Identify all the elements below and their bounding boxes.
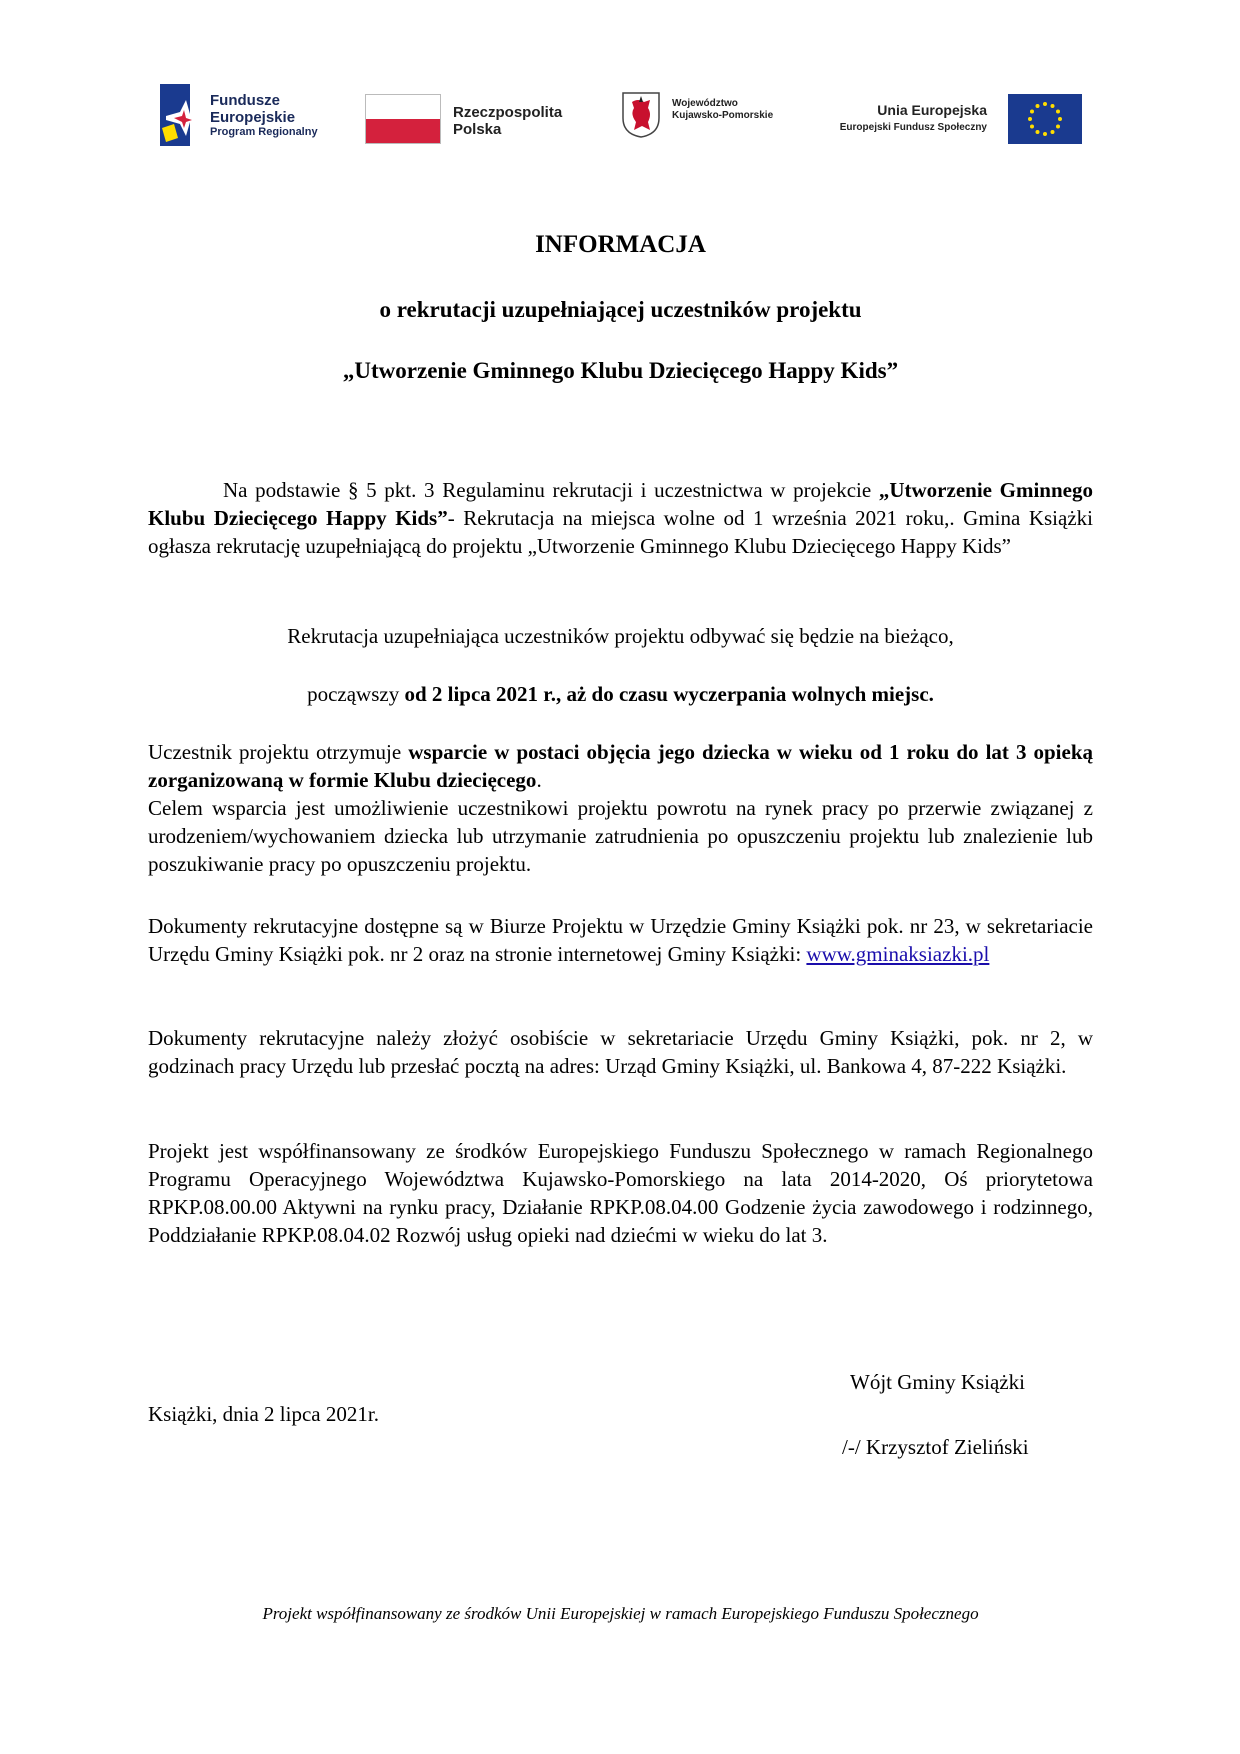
fe-line-1: Fundusze bbox=[210, 92, 280, 109]
ue-line-1: Unia Europejska bbox=[877, 102, 987, 118]
place-and-date: Książki, dnia 2 lipca 2021r. bbox=[148, 1402, 379, 1426]
paragraph-documents-available bbox=[148, 912, 1093, 968]
ue-line-2: Europejski Fundusz Społeczny bbox=[839, 122, 987, 133]
eu-flag-icon bbox=[1008, 94, 1082, 144]
signature-name: /-/ Krzysztof Zieliński bbox=[842, 1435, 1029, 1459]
footer-note: Projekt współfinansowany ze środków Unii Europejskiej w ramach Europejskiego Funduszu Społecznego bbox=[262, 1604, 979, 1623]
p3-date-bold: od 2 lipca 2021 r., aż do czasu wyczerpania wolnych miejsc. bbox=[404, 682, 934, 706]
p4-text-a: Uczestnik projektu otrzymuje bbox=[148, 740, 409, 764]
paragraph-support bbox=[148, 738, 1093, 794]
fe-star-icon bbox=[160, 84, 204, 146]
unia-europejska-logo bbox=[832, 82, 1082, 150]
signature-office: Wójt Gminy Książki bbox=[850, 1370, 1025, 1394]
paragraph-documents-submit: Dokumenty rekrutacyjne należy złożyć osobiście w sekretariacie Urzędu Gminy Książki, pok. nr 2, w godzinach pracy Urzędu lub przesłać pocztą na adres: Urząd Gminy Książki, ul. Bankowa 4, 87-222 Książki. bbox=[148, 1026, 1093, 1078]
p1-text-b: - Rekrutacja na miejsca wolne od 1 września 2021 roku,. Gmina Książki ogłasza rekrutację uzupełniającą do projektu „Utworzenie Gminnego Klubu Dziecięcego Happy Kids” bbox=[148, 506, 1093, 558]
fe-line-3: Program Regionalny bbox=[210, 126, 318, 138]
wkp-line-1: Województwo bbox=[672, 98, 738, 109]
document-title: INFORMACJA bbox=[535, 231, 706, 258]
p4-support-bold: wsparcie w postaci objęcia jego dziecka w wieku od 1 roku do lat 3 opieką zorganizowaną w formie Klubu dziecięcego bbox=[148, 740, 1094, 792]
rp-line-2: Polska bbox=[453, 121, 502, 138]
coat-of-arms-icon bbox=[622, 92, 660, 138]
p1-text-a: Na podstawie § 5 pkt. 3 Regulaminu rekrutacji i uczestnictwa w projekcie bbox=[223, 478, 879, 502]
rzeczpospolita-polska-logo bbox=[365, 82, 595, 150]
gmina-website-link[interactable]: www.gminaksiazki.pl bbox=[806, 942, 990, 966]
paragraph-basis bbox=[148, 476, 1093, 560]
document-subtitle: o rekrutacji uzupełniającej uczestników projektu bbox=[379, 297, 862, 322]
wkp-line-2: Kujawsko-Pomorskie bbox=[672, 110, 774, 121]
p3-text-a: począwszy bbox=[307, 682, 405, 706]
p1-project-bold: „Utworzenie Gminnego Klubu Dziecięcego Happy Kids” bbox=[148, 478, 1093, 530]
project-name: „Utworzenie Gminnego Klubu Dziecięcego Happy Kids” bbox=[342, 358, 899, 383]
paragraph-goal: Celem wsparcia jest umożliwienie uczestnikowi projektu powrotu na rynek pracy po przerwie związanej z urodzeniem/wychowaniem dziecka lub utrzymanie zatrudnienia po opuszczeniu projektu lub znalezienie lub poszukiwanie pracy po opuszczeniu projektu. bbox=[148, 796, 1093, 876]
p4-text-b: . bbox=[536, 768, 542, 792]
polish-flag-icon bbox=[365, 94, 441, 144]
paragraph-recruitment: Rekrutacja uzupełniająca uczestników projektu odbywać się będzie na bieżąco, bbox=[287, 624, 954, 648]
rp-line-1: Rzeczpospolita bbox=[453, 104, 563, 121]
fundusze-europejskie-logo bbox=[160, 82, 340, 150]
paragraph-cofinancing: Projekt jest współfinansowany ze środków Europejskiego Funduszu Społecznego w ramach Regionalnego Programu Operacyjnego Województwa Kujawsko-Pomorskiego na lata 2014-2020, Oś priorytetowa RPKP.08.00.00 Aktywni na rynku pracy, Działanie RPKP.08.04.00 Godzenie życia zawodowego i rodzinnego, Poddziałanie RPKP.08.04.02 Rozwój usług opieki nad dziećmi w wieku do lat 3. bbox=[148, 1139, 1093, 1247]
paragraph-start-date bbox=[148, 680, 1093, 708]
logo-bar bbox=[160, 82, 1080, 150]
fe-line-2: Europejskie bbox=[210, 109, 296, 126]
p6-text-a: Dokumenty rekrutacyjne dostępne są w Biurze Projektu w Urzędzie Gminy Książki pok. nr 23, w sekretariacie Urzędu Gminy Książki pok. nr 2 oraz na stronie internetowej Gminy Książki: bbox=[148, 914, 1093, 966]
wojewodztwo-logo bbox=[622, 82, 822, 150]
